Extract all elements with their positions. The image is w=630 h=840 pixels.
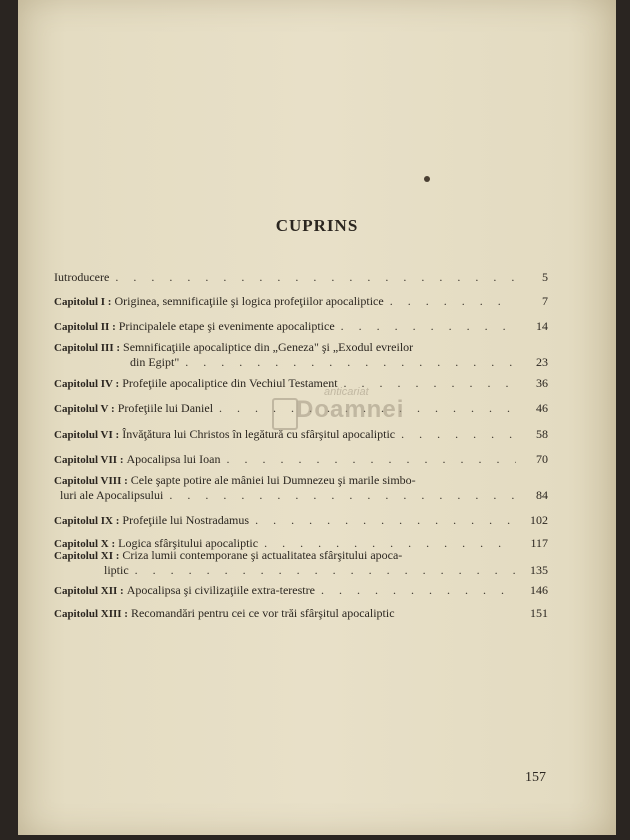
entry-text: Logica sfârşitului apocaliptic [118,536,259,550]
book-page [18,0,616,835]
entry-page: 58 [536,427,548,441]
chapter-label: Capitolul VI : [54,429,120,441]
entry-text: Apocalipsa lui Ioan [126,452,221,466]
entry-page: 23 [536,355,548,369]
chapter-label: Capitolul IX : [54,515,120,527]
toc-entry [54,452,548,467]
entry-text: Cele şapte potire ale mâniei lui Dumnezeu şi marile simbo- [130,473,416,487]
entry-text: Apocalipsa şi civilizaţiile extra-terestre [126,583,315,597]
chapter-label: Capitolul XI : [54,550,120,562]
watermark-logo [266,386,416,446]
entry-page: 36 [536,376,548,390]
entry-text-continued: liptic [104,563,129,577]
dot-leader [169,488,516,502]
page-number: 157 [525,770,546,785]
entry-text: Iutroducere [54,270,110,284]
entry-page: 102 [530,513,548,527]
entry-page: 46 [536,401,548,415]
dot-leader [321,583,516,597]
dot-leader [185,355,516,369]
entry-text: Profeţiile lui Nostradamus [122,513,250,527]
page-title: CUPRINS [275,216,359,235]
chapter-label: Capitolul X : [54,538,116,550]
chapter-label: Capitolul XII : [54,585,124,597]
entry-page: 7 [542,294,548,308]
entry-text: Originea, semnificaţiile şi logica profeţiilor apocaliptice [114,294,384,308]
chapter-label: Capitolul I : [54,296,112,308]
ink-spot [424,176,430,182]
entry-page: 84 [536,488,548,502]
entry-text: Recomandări pentru cei ce vor trăi sfârşitul apocaliptic [130,606,395,620]
chapter-label: Capitolul VII : [54,454,124,466]
watermark-name: Doamnei [296,396,405,423]
toc-entry [54,548,548,577]
entry-page: 151 [530,606,548,620]
toc-entry [54,270,548,284]
dot-leader [115,270,516,284]
entry-text: Învăţătura lui Christos în legătură cu sfârşitul apocaliptic [122,427,396,441]
entry-text: Semnificaţiile apocaliptice din „Geneza" şi „Exodul evreilor [123,340,414,354]
book-icon [272,398,298,430]
entry-page: 5 [542,270,548,284]
toc-entry [54,606,548,621]
dot-leader [401,427,516,441]
dot-leader [226,452,516,466]
entry-page: 135 [530,563,548,577]
chapter-label: Capitolul IV : [54,378,120,390]
entry-text: Criza lumii contemporane şi actualitatea sfârşitului apoca- [122,548,403,562]
dot-leader [135,563,516,577]
chapter-label: Capitolul II : [54,321,116,333]
watermark-subtitle: anticariat [324,386,369,398]
entry-page: 146 [530,583,548,597]
entry-text-continued: luri ale Apocalipsului [60,488,164,502]
chapter-label: Capitolul VIII : [54,475,128,487]
toc-entry [54,340,548,369]
toc-entry [54,473,548,502]
chapter-label: Capitolul V : [54,403,115,415]
entry-page: 14 [536,319,548,333]
toc-entry [54,583,548,598]
dot-leader [255,513,516,527]
toc-entry [54,319,548,334]
entry-page: 117 [530,536,548,550]
chapter-label: Capitolul XIII : [54,608,128,620]
toc-entry [54,513,548,528]
entry-text: Principalele etape şi evenimente apocaliptice [118,319,335,333]
chapter-label: Capitolul III : [54,342,121,354]
entry-text-continued: din Egipt" [130,355,180,369]
entry-text: Profeţiile apocaliptice din Vechiul Testament [122,376,338,390]
toc-entry [54,294,548,309]
entry-page: 70 [536,452,548,466]
entry-text: Profeţiile lui Daniel [117,401,214,415]
dot-leader [390,294,516,308]
dot-leader [341,319,516,333]
